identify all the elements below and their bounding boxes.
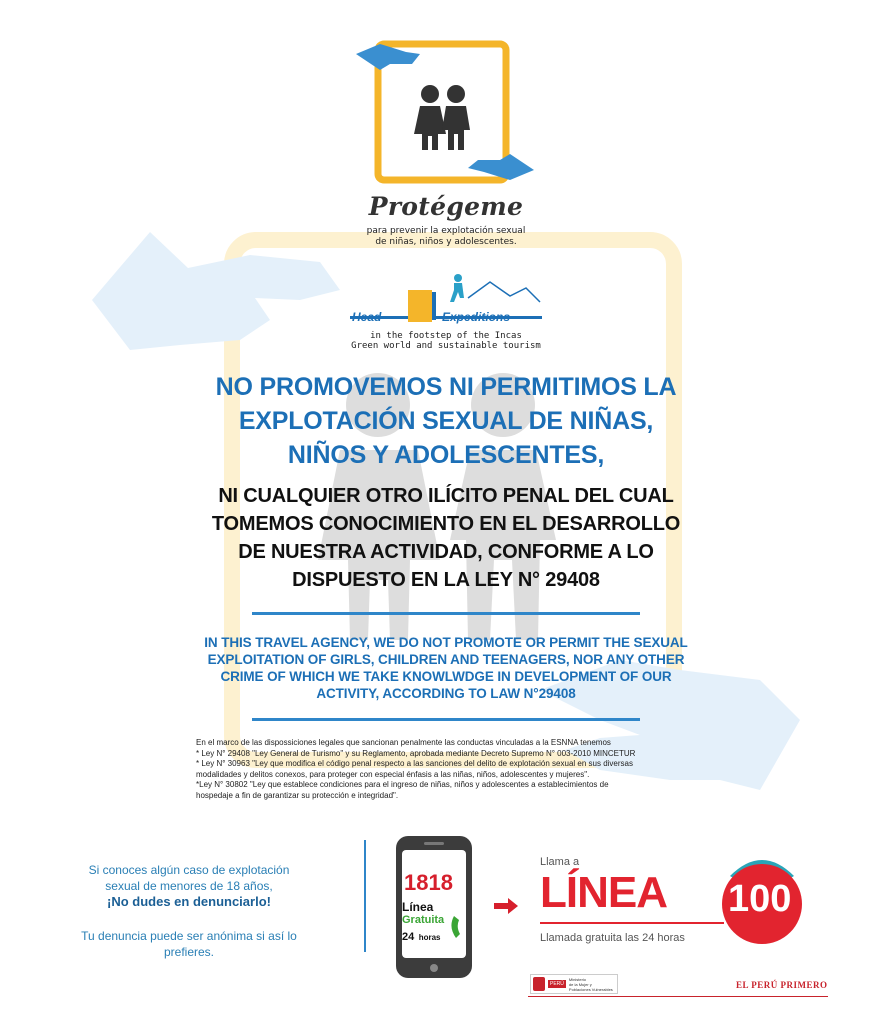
body-en-line1: IN THIS TRAVEL AGENCY, WE DO NOT PROMOTE OR PERMIT THE SEXUAL <box>204 635 688 650</box>
body-en-line4: ACTIVITY, ACCORDING TO LAW N°29408 <box>316 686 576 701</box>
company-tagline <box>330 331 562 351</box>
company-tagline-line1: in the footstep of the Incas <box>370 331 522 341</box>
body-es <box>176 482 716 594</box>
body-en-line3: CRIME OF WHICH WE TAKE KNOWLWDGE IN DEVELOPMENT OF OUR <box>220 669 672 684</box>
legal-line6: hospedaje a fin de garantizar su protección e integridad". <box>196 790 399 800</box>
helpline-hours-number: 24 <box>402 931 415 943</box>
legal-line5: *Ley N° 30802 "Ley que establece condiciones para el ingreso de niñas, niños y adolescentes a establecimientos de <box>196 780 609 789</box>
company-brand-right: Expeditions <box>442 310 511 324</box>
legal-line1: En el marco de las dispossiciones legales que sancionan penalmente las conductas vinculadas a la ESNNA tenemos <box>196 738 611 747</box>
footer-rule <box>528 996 828 997</box>
report-note: Tu denuncia puede ser anónima si así lo prefieres. <box>81 929 297 959</box>
body-en <box>176 634 716 702</box>
body-es-line4: DISPUESTO EN LA LEY N° 29408 <box>292 569 600 591</box>
report-line2: sexual de menores de 18 años, <box>105 879 273 893</box>
legal-line2: * Ley N° 29408 "Ley General de Turismo" y su Reglamento, aprobada mediante Decreto Supremo N° 003-2010 MINCETUR <box>196 748 636 758</box>
linea100-llama: Llama a <box>540 856 580 868</box>
report-section <box>64 862 314 960</box>
protegeme-title: Protégeme <box>368 192 524 221</box>
body-es-line1: NI CUALQUIER OTRO ILÍCITO PENAL DEL CUAL <box>218 485 674 507</box>
helpline-hours-word: horas <box>418 933 441 942</box>
helpline-number: 1818 <box>404 870 453 895</box>
peru-label: PERÚ <box>550 981 564 987</box>
protegeme-subtitle <box>346 226 546 248</box>
helpline-hours <box>402 927 441 945</box>
hiker-icon <box>450 274 464 302</box>
linea100-caption: Llamada gratuita las 24 horas <box>540 932 685 944</box>
company-brand-left: Head <box>352 310 382 324</box>
hand-left-watermark <box>92 232 340 350</box>
protegeme-logo <box>350 38 540 188</box>
ministry-text <box>569 977 613 992</box>
headline-es <box>176 370 716 472</box>
headline-es-line2: EXPLOTACIÓN SEXUAL DE NIÑAS, <box>238 407 654 435</box>
protegeme-subtitle-line2: de niñas, niños y adolescentes. <box>375 237 517 247</box>
divider-bottom <box>252 718 640 721</box>
linea100-number: 100 <box>728 878 792 920</box>
ministry-line2: de la Mujer y <box>568 981 592 987</box>
legal-line3: * Ley N° 30963 "Ley que modifica el código penal respecto a las sanciones del delito de explotación sexual en sus diversas <box>196 759 633 768</box>
body-en-line2: EXPLOITATION OF GIRLS, CHILDREN AND TEENAGERS, NOR ANY OTHER <box>207 652 685 667</box>
helpline-linea: Línea <box>402 900 434 914</box>
peru-government-logo <box>530 974 618 994</box>
ministry-line1: Ministerio <box>568 976 587 982</box>
body-es-line2: TOMEMOS CONOCIMIENTO EN EL DESARROLLO <box>211 513 681 535</box>
headline-es-line3: NIÑOS Y ADOLESCENTES, <box>287 441 605 469</box>
linea100-underline <box>540 922 724 924</box>
legal-line4: modalidades y delitos conexos, para proteger con especial énfasis a las niñas, niños, adolescentes y mujeres". <box>196 769 590 779</box>
report-cta: ¡No dudes en denunciarlo! <box>107 894 271 909</box>
protegeme-subtitle-line1: para prevenir la explotación sexual <box>366 226 526 236</box>
phone-handset-icon <box>450 914 468 940</box>
legal-text <box>196 738 696 801</box>
company-tagline-line2: Green world and sustainable tourism <box>351 341 541 351</box>
helpline-gratuita: Gratuita <box>402 914 445 926</box>
body-es-line3: DE NUESTRA ACTIVIDAD, CONFORME A LO <box>238 541 654 563</box>
peru-primero-logo: EL PERÚ PRIMERO <box>736 980 828 990</box>
linea100-linea: LÍNEA <box>540 868 667 917</box>
vertical-divider <box>364 840 366 952</box>
report-line1: Si conoces algún caso de explotación <box>88 863 290 877</box>
divider-top <box>252 612 640 615</box>
headline-es-line1: NO PROMOVEMOS NI PERMITIMOS LA <box>215 373 677 401</box>
ministry-line3: Poblaciones Vulnerables <box>568 986 613 992</box>
arrow-right-icon <box>494 898 518 914</box>
peru-shield-icon <box>533 977 545 991</box>
